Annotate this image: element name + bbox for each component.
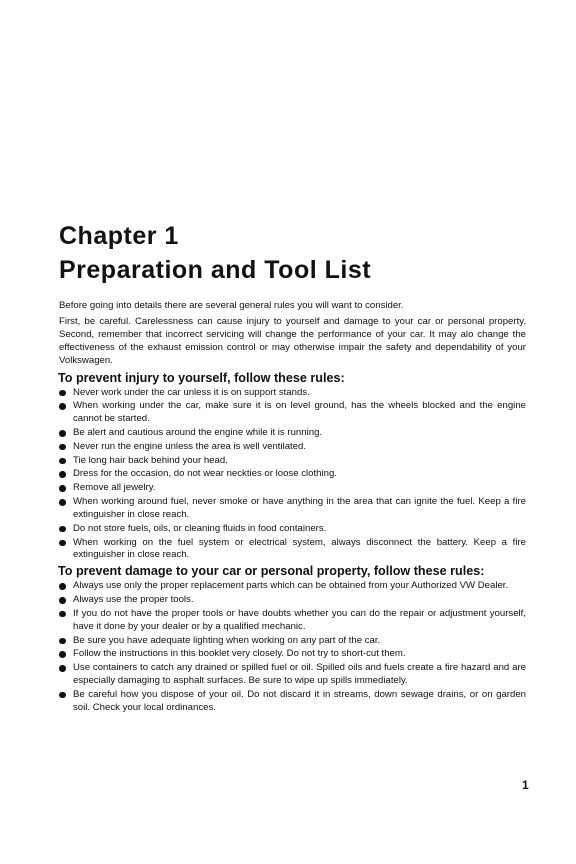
- bullet-icon: [59, 485, 66, 492]
- list-item-text: When working on the fuel system or electrical system, always disconnect the battery. Keep a fire extinguisher in close reach.: [73, 536, 526, 561]
- bullet-icon: [59, 390, 66, 397]
- injury-rules-list: [59, 387, 526, 563]
- bullet-icon: [59, 458, 66, 465]
- bullet-icon: [59, 611, 66, 618]
- list-item-text: When working around fuel, never smoke or have anything in the area that can ignite the fuel. Keep a fire extinguisher in close reach.: [73, 496, 526, 520]
- list-item-text: Use containers to catch any drained or spilled fuel or oil. Spilled oils and fuels create a fire hazard and are especially damaging to asphalt surfaces. Be sure to wipe up spills immediately.: [73, 662, 526, 687]
- bullet-icon: [59, 444, 66, 451]
- list-item-text: Remove all jewelry.: [73, 482, 156, 494]
- list-item: [59, 441, 526, 454]
- list-item: [59, 482, 526, 495]
- list-item-text: If you do not have the proper tools or have doubts whether you can do the repair or adjustment yourself, have it done by your dealer or by a qualified mechanic.: [73, 607, 526, 632]
- chapter-number: Chapter 1: [59, 222, 179, 250]
- list-item-text: Be careful how you dispose of your oil. Do not discard it in streams, down sewage drains, or on garden soil. Check your local ordinances.: [73, 688, 526, 713]
- bullet-icon: [59, 540, 66, 547]
- list-item: [59, 400, 526, 426]
- list-item: [59, 537, 526, 563]
- list-item: [59, 580, 526, 593]
- list-item: [59, 387, 526, 400]
- list-item-text: Be sure you have adequate lighting when working on any part of the car.: [73, 634, 381, 646]
- bullet-icon: [59, 597, 66, 604]
- list-item: [59, 496, 526, 522]
- bullet-icon: [59, 526, 66, 533]
- bullet-icon: [59, 651, 66, 658]
- list-item: [59, 662, 526, 688]
- bullet-icon: [59, 403, 66, 410]
- list-item-text: Do not store fuels, oils, or cleaning fluids in food containers.: [73, 522, 327, 534]
- list-item-text: Never work under the car unless it is on support stands.: [73, 386, 310, 398]
- list-item: [59, 648, 526, 661]
- chapter-name: Preparation and Tool List: [59, 256, 372, 284]
- injury-rules-heading: To prevent injury to yourself, follow these rules:: [58, 370, 345, 385]
- list-item-text: Follow the instructions in this booklet very closely. Do not try to short-cut them.: [73, 648, 406, 660]
- intro-paragraph-2: First, be careful. Carelessness can cause injury to yourself and damage to your car or personal property. Second, remember that incorrect servicing will change the performance of your car. It may alo change the effectiveness of the exhaust emission control or may otherwise impair the safety and dependability of your Volkswagen.: [59, 315, 526, 366]
- page-number: 1: [522, 778, 529, 792]
- bullet-icon: [59, 638, 66, 645]
- list-item: [59, 608, 526, 634]
- list-item: [59, 455, 526, 468]
- list-item-text: Tie long hair back behind your head.: [73, 454, 228, 466]
- list-item-text: Dress for the occasion, do not wear neckties or loose clothing.: [73, 468, 337, 480]
- list-item: [59, 594, 526, 607]
- bullet-icon: [59, 499, 66, 506]
- damage-rules-heading: To prevent damage to your car or personal property, follow these rules:: [58, 564, 485, 579]
- list-item-text: Always use only the proper replacement parts which can be obtained from your Authorized VW Dealer.: [73, 580, 509, 592]
- bullet-icon: [59, 583, 66, 590]
- damage-rules-list: [59, 580, 526, 714]
- list-item-text: Be alert and cautious around the engine while it is running.: [73, 427, 323, 439]
- list-item-text: Never run the engine unless the area is well ventilated.: [73, 440, 307, 452]
- list-item: [59, 427, 526, 440]
- intro-paragraph-1: Before going into details there are several general rules you will want to consider.: [59, 300, 404, 311]
- bullet-icon: [59, 665, 66, 672]
- list-item-text: Always use the proper tools.: [73, 594, 194, 606]
- bullet-icon: [59, 471, 66, 478]
- bullet-icon: [59, 692, 66, 699]
- bullet-icon: [59, 430, 66, 437]
- list-item: [59, 689, 526, 715]
- chapter-title: [59, 219, 371, 287]
- list-item: [59, 635, 526, 648]
- list-item-text: When working under the car, make sure it is on level ground, has the wheels blocked and the engine cannot be started.: [73, 400, 526, 425]
- list-item: [59, 468, 526, 481]
- body-text: [59, 300, 526, 717]
- list-item: [59, 523, 526, 536]
